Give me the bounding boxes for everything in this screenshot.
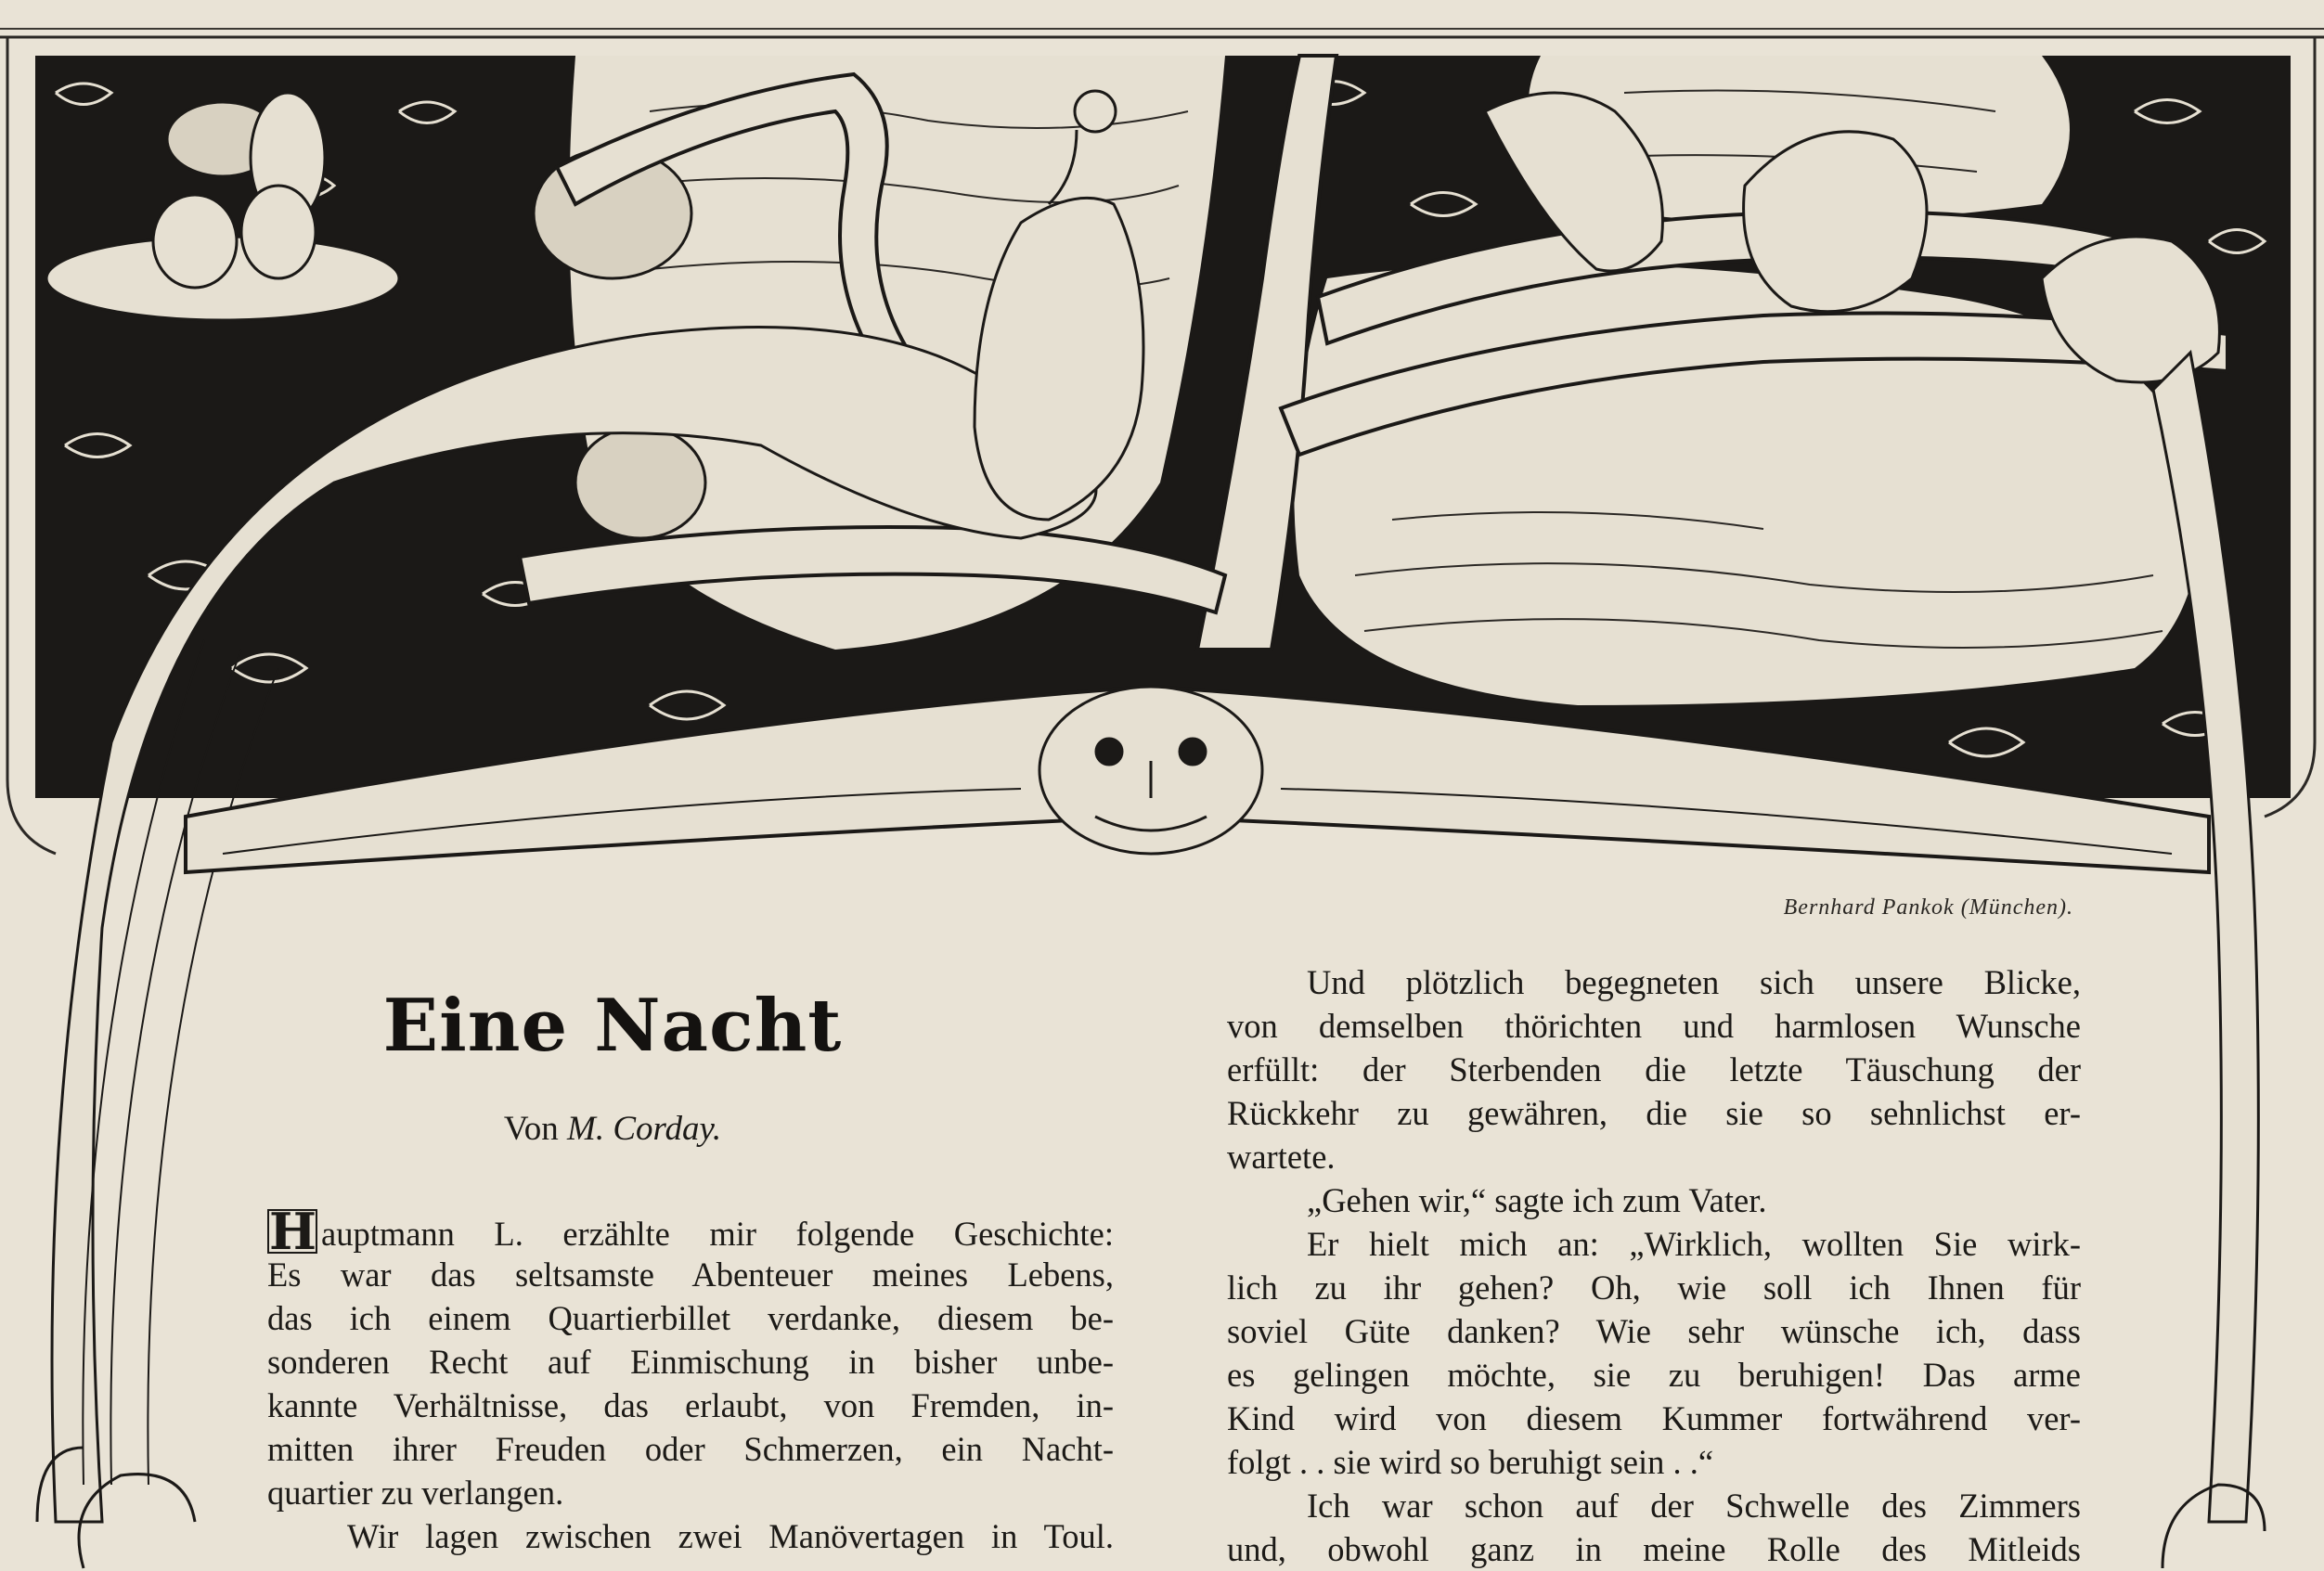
left-column	[267, 1202, 1114, 1558]
text-line: das ich einem Quartierbillet verdanke, diesem be-	[267, 1299, 1114, 1337]
text-line: folgt . . sie wird so beruhigt sein . .“	[1227, 1443, 1714, 1481]
text-line: Ich war schon auf der Schwelle des Zimmers	[1307, 1487, 2081, 1525]
text-line: lich zu ihr gehen? Oh, wie soll ich Ihnen für	[1227, 1268, 2081, 1307]
text-line: mitten ihrer Freuden oder Schmerzen, ein Nacht-	[267, 1430, 1114, 1468]
article-byline	[0, 1109, 1225, 1149]
text-line: H auptmann L. erzählte mir folgende Geschichte:	[269, 1202, 1114, 1261]
text-line: es gelingen möchte, sie zu beruhigen! Das arme	[1227, 1356, 2081, 1394]
text-line: Wir lagen zwischen zwei Manövertagen in Toul.	[347, 1517, 1114, 1555]
text-line: „Gehen wir,“ sagte ich zum Vater.	[1307, 1181, 1767, 1219]
grotesque-mask	[1039, 687, 1262, 854]
byline-author: M. Corday.	[567, 1110, 722, 1148]
text-line: Und plötzlich begegneten sich unsere Blicke,	[1307, 963, 2081, 1001]
text-line: kannte Verhältnisse, das erlaubt, von Fremden, in-	[267, 1386, 1114, 1424]
text-line: erfüllt: der Sterbenden die letzte Täuschung der	[1227, 1050, 2081, 1088]
article-title: Eine Nacht	[382, 984, 843, 1068]
text-line: wartete.	[1227, 1138, 1336, 1176]
text-line: von demselben thörichten und harmlosen Wunsche	[1227, 1007, 2081, 1045]
text-line: quartier zu verlangen.	[267, 1474, 564, 1512]
text-line: und, obwohl ganz in meine Rolle des Mitleids	[1227, 1530, 2081, 1568]
text-line: Er hielt mich an: „Wirklich, wollten Sie wirk-	[1307, 1225, 2081, 1263]
illustration-credit: Bernhard Pankok (München).	[1783, 895, 2073, 920]
drop-cap: H	[269, 1202, 317, 1261]
text-line: Es war das seltsamste Abenteuer meines Lebens,	[267, 1256, 1114, 1294]
byline-prefix: Von	[503, 1110, 559, 1148]
text-line: Rückkehr zu gewähren, die sie so sehnlichst er-	[1227, 1094, 2081, 1132]
text-line: soviel Güte danken? Wie sehr wünsche ich, dass	[1227, 1312, 2081, 1350]
text-line: Kind wird von diesem Kummer fortwährend ver-	[1227, 1399, 2081, 1437]
text-line: sonderen Recht auf Einmischung in bisher unbe-	[267, 1343, 1114, 1381]
right-column	[1227, 960, 2081, 1571]
